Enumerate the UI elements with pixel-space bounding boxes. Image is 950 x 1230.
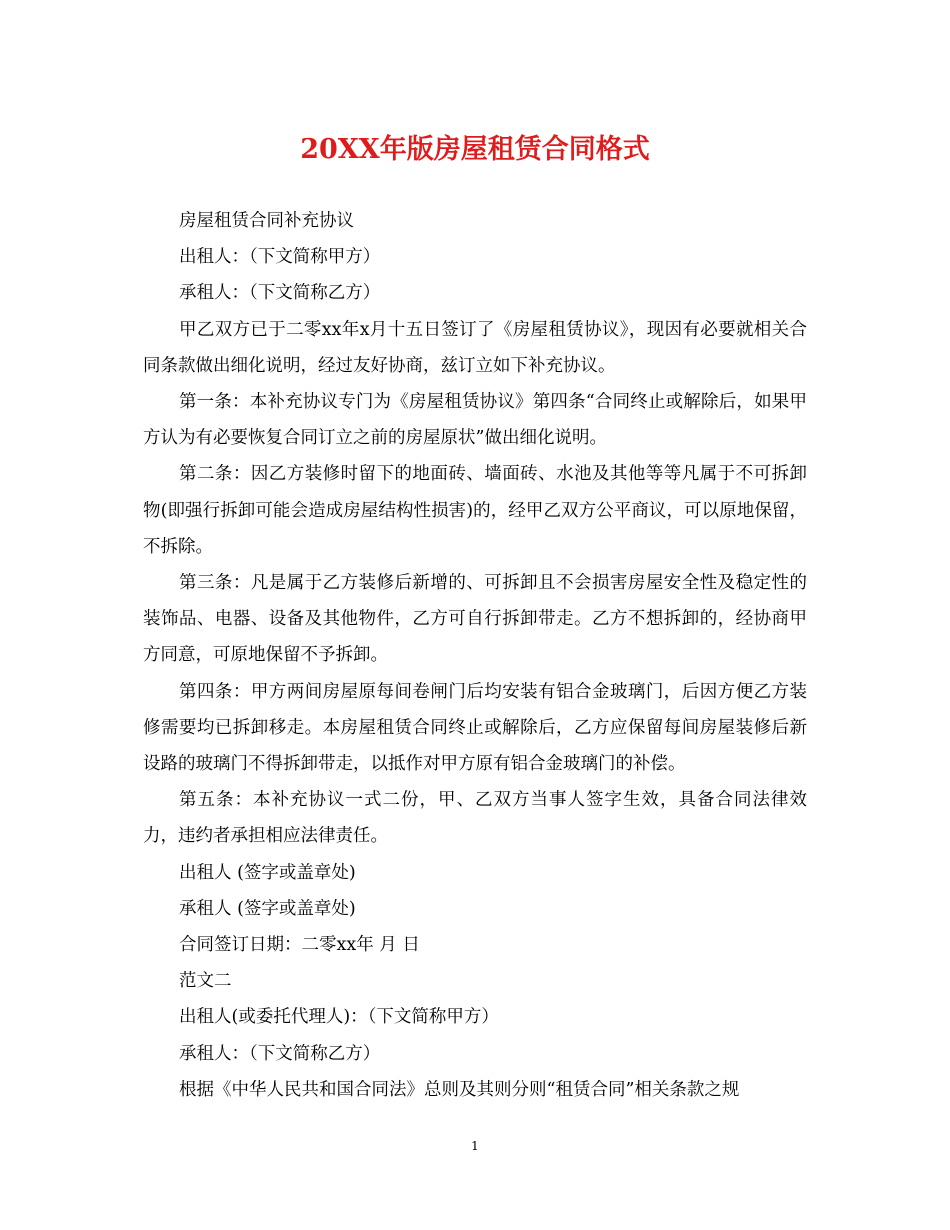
document-body <box>143 203 807 1108</box>
paragraph-article-2: 第二条：因乙方装修时留下的地面砖、墙面砖、水池及其他等等凡属于不可拆卸物(即强行拆卸可能会造成房屋结构性损害)的，经甲乙双方公平商议，可以原地保留，不拆除。 <box>143 464 807 557</box>
paragraph-lessor: 出租人：（下文简称甲方） <box>179 247 381 268</box>
paragraph-article-3: 第三条：凡是属于乙方装修后新增的、可拆卸且不会损害房屋安全性及稳定性的装饰品、电器、设备及其他物件，乙方可自行拆卸带走。乙方不想拆卸的，经协商甲方同意，可原地保留不予拆卸。 <box>143 573 807 666</box>
paragraph-article-4: 第四条：甲方两间房屋原每间卷闸门后均安装有铝合金玻璃门，后因方便乙方装修需要均已拆卸移走。本房屋租赁合同终止或解除后，乙方应保留每间房屋装修后新设路的玻璃门不得拆卸带走，以抵作对甲方原有铝合金玻璃门的补偿。 <box>143 681 807 775</box>
paragraph-lessee: 承租人：（下文简称乙方） <box>179 283 381 304</box>
paragraph-lessor-agent: 出租人(或委托代理人)：（下文简称甲方） <box>179 1007 499 1028</box>
paragraph-supplement-heading: 房屋租赁合同补充协议 <box>179 211 354 231</box>
paragraph-lessee-2: 承租人：（下文简称乙方） <box>179 1043 381 1064</box>
paragraph-preamble: 甲乙双方已于二零xx年x月十五日签订了《房屋租赁协议》，现因有必要就相关合同条款做出细化说明，经过友好协商，兹订立如下补充协议。 <box>143 319 807 376</box>
paragraph-sample-two-heading: 范文二 <box>179 971 232 992</box>
paragraph-lessee-signature: 承租人 (签字或盖章处) <box>179 898 356 919</box>
paragraph-article-1: 第一条：本补充协议专门为《房屋租赁协议》第四条“合同终止或解除后，如果甲方认为有必要恢复合同订立之前的房屋原状”做出细化说明。 <box>143 392 807 449</box>
paragraph-lessor-signature: 出租人 (签字或盖章处) <box>179 862 356 883</box>
document-title: 20XX年版房屋租赁合同格式 <box>300 134 650 165</box>
paragraph-signing-date: 合同签订日期：二零xx年 月 日 <box>179 935 420 956</box>
page-number: 1 <box>471 1139 479 1153</box>
paragraph-article-5: 第五条：本补充协议一式二份，甲、乙双方当事人签字生效，具备合同法律效力，违约者承担相应法律责任。 <box>143 790 807 847</box>
paragraph-legal-basis: 根据《中华人民共和国合同法》总则及其则分则“租赁合同”相关条款之规 <box>179 1079 740 1100</box>
